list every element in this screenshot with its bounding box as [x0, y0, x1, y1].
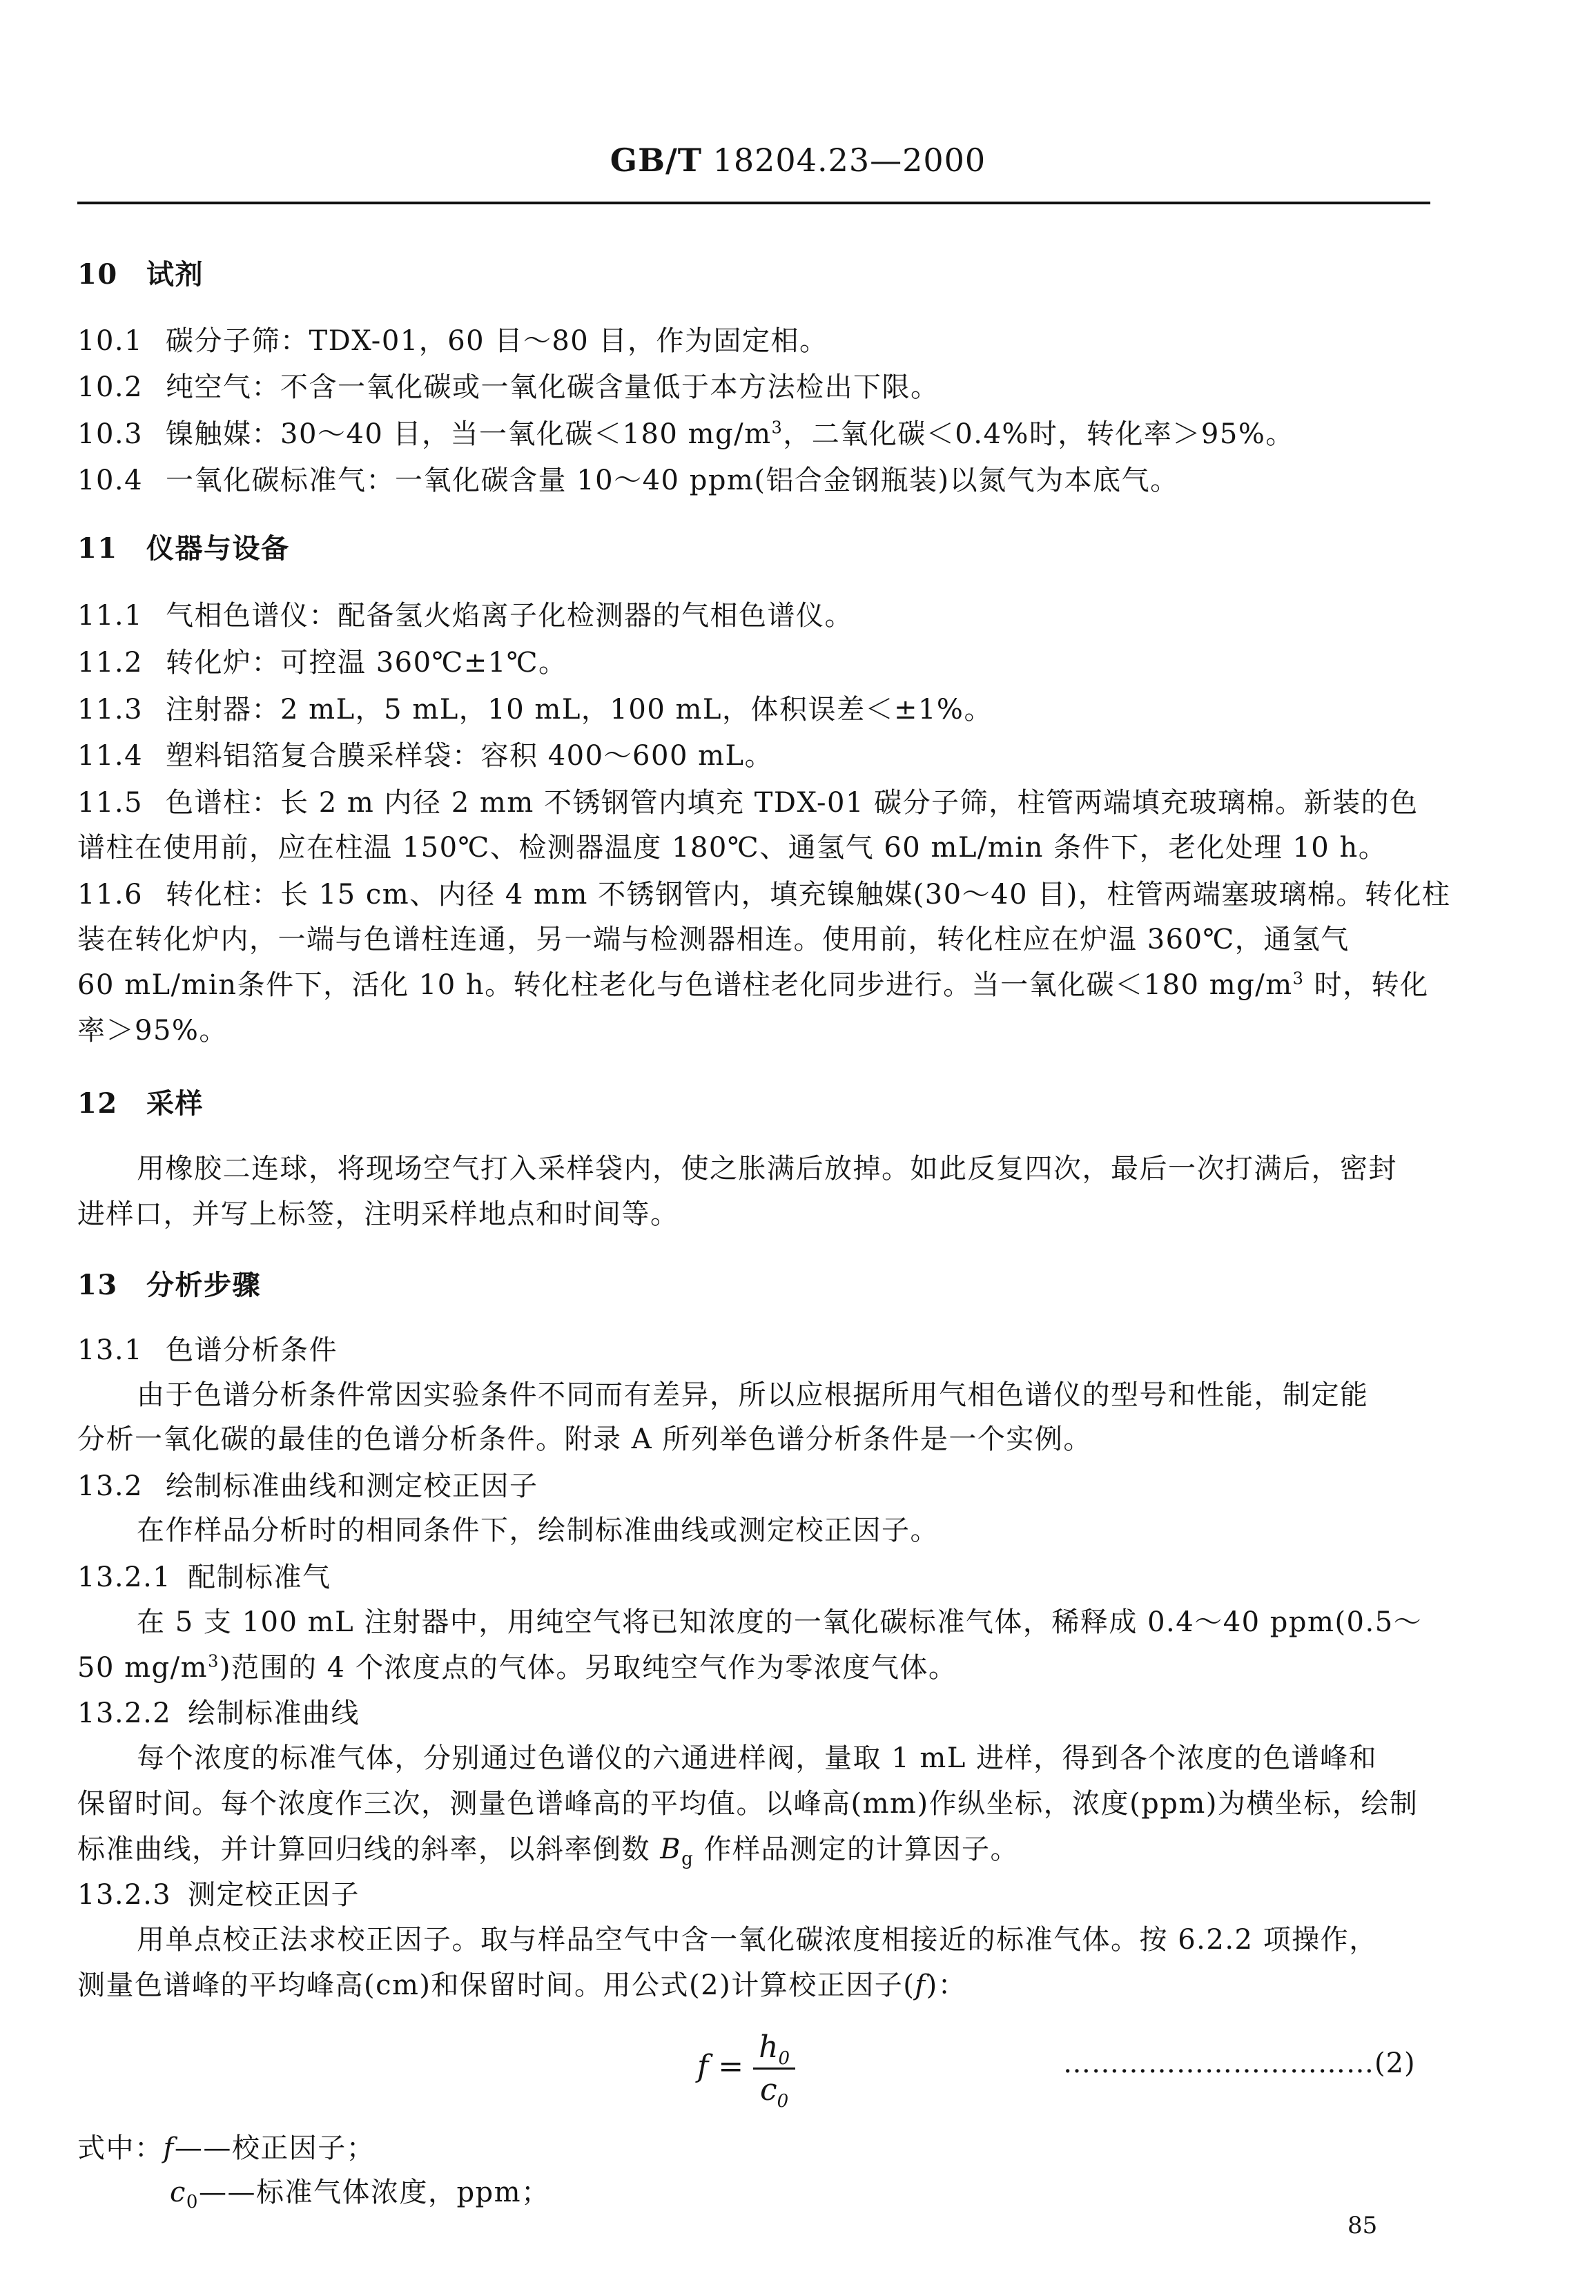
formula-legend-line2: $c_0——$标准气体浓度，ppm；	[170, 2177, 550, 2212]
clause-11-3: 11.3 注射器：2 mL，5 mL，10 mL，100 mL，体积误差＜±1%。	[77, 694, 993, 726]
section-heading-11: 11 仪器与设备	[77, 532, 290, 565]
clause-11-5-line2: 谱柱在使用前，应在柱温 150℃、检测器温度 180℃、通氢气 60 mL/min 条件下，老化处理 10 h。	[77, 832, 1388, 864]
clause-11-6-line3: 60 mL/min条件下，活化 10 h。转化柱老化与色谱柱老化同步进行。当一氧化碳＜180 $mg/m^3$ 时，转化	[77, 969, 1429, 1001]
clause-10-3: 10.3 镍触媒：30～40 目，当一氧化碳＜180 $mg/m^3$，二氧化碳＜0.4%时，转化率＞95%。	[77, 418, 1294, 450]
standard-header	[0, 142, 1596, 179]
clause-11-6-line1: 11.6 转化柱：长 15 cm、内径 4 mm 不锈钢管内，填充镍触媒(30～40 目)，柱管两端塞玻璃棉。转化柱	[77, 879, 1451, 911]
clause-13-2-3-line2: 测量色谱峰的平均峰高(cm)和保留时间。用公式(2)计算校正因子(f)：	[77, 1969, 967, 2001]
clause-13-2-1-line2: 50 $mg/m^3$)范围的 4 个浓度点的气体。另取纯空气作为零浓度气体。	[77, 1651, 957, 1684]
clause-13-2-2-line1: 每个浓度的标准气体，分别通过色谱仪的六通进样阀，量取 1 mL 进样，得到各个浓度的色谱峰和	[137, 1742, 1378, 1774]
standard-prefix: GB/T	[610, 142, 702, 179]
section-heading-12: 12 采样	[77, 1087, 204, 1120]
formula-lhs: f =	[697, 2049, 744, 2084]
clause-13-1-line2: 分析一氧化碳的最佳的色谱分析条件。附录 A 所列举色谱分析条件是一个实例。	[77, 1423, 1092, 1455]
clause-13-2-2-line2: 保留时间。每个浓度作三次，测量色谱峰高的平均值。以峰高(mm)作纵坐标，浓度(ppm)为横坐标，绘制	[77, 1788, 1419, 1820]
formula-fraction	[753, 2030, 795, 2112]
header-rule	[77, 202, 1430, 204]
section-heading-10: 10 试剂	[77, 258, 204, 291]
page-number: 85	[1347, 2212, 1378, 2239]
clause-11-4: 11.4 塑料铝箔复合膜采样袋：容积 400～600 mL。	[77, 740, 774, 772]
clause-13-1-title: 13.1 色谱分析条件	[77, 1334, 338, 1366]
standard-number: 18204.23—2000	[702, 142, 986, 179]
sampling-paragraph-line2: 进样口，并写上标签，注明采样地点和时间等。	[77, 1198, 679, 1230]
formula-denominator: $c_0$	[759, 2072, 789, 2112]
section-heading-13: 13 分析步骤	[77, 1269, 261, 1301]
equation-number: ……………………………(2)	[1063, 2047, 1416, 2079]
clause-13-2-line1: 在作样品分析时的相同条件下，绘制标准曲线或测定校正因子。	[137, 1515, 939, 1546]
formula-numerator: $h_0$	[753, 2030, 795, 2070]
clause-13-2-2-title: 13.2.2 绘制标准曲线	[77, 1697, 360, 1729]
clause-13-2-1-line1: 在 5 支 100 mL 注射器中，用纯空气将已知浓度的一氧化碳标准气体，稀释成 0.4～40 ppm(0.5～	[137, 1606, 1423, 1638]
sampling-paragraph-line1: 用橡胶二连球，将现场空气打入采样袋内，使之胀满后放掉。如此反复四次，最后一次打满后，密封	[137, 1153, 1397, 1185]
clause-10-2: 10.2 纯空气：不含一氧化碳或一氧化碳含量低于本方法检出下限。	[77, 371, 940, 403]
formula-correction-factor	[697, 2030, 795, 2112]
clause-13-2-1-title: 13.2.1 配制标准气	[77, 1562, 331, 1593]
clause-10-1: 10.1 碳分子筛：TDX-01，60 目～80 目，作为固定相。	[77, 325, 828, 357]
clause-13-2-3-line1: 用单点校正法求校正因子。取与样品空气中含一氧化碳浓度相接近的标准气体。按 6.2.2 项操作，	[137, 1924, 1378, 1956]
formula-legend-line1: 式中：f——校正因子；	[77, 2132, 376, 2164]
clause-11-5-line1: 11.5 色谱柱：长 2 m 内径 2 mm 不锈钢管内填充 TDX-01 碳分子筛，柱管两端填充玻璃棉。新装的色	[77, 787, 1419, 819]
clause-11-2: 11.2 转化炉：可控温 360℃±1℃。	[77, 647, 567, 679]
clause-11-1: 11.1 气相色谱仪：配备氢火焰离子化检测器的气相色谱仪。	[77, 600, 853, 632]
clause-13-2-2-line3: 标准曲线，并计算回归线的斜率，以斜率倒数 $B_g$ 作样品测定的计算因子。	[77, 1833, 1019, 1869]
clause-13-2-3-title: 13.2.3 测定校正因子	[77, 1879, 360, 1911]
clause-13-2-title: 13.2 绘制标准曲线和测定校正因子	[77, 1470, 538, 1502]
clause-11-6-line4: 率＞95%。	[77, 1015, 228, 1047]
clause-11-6-line2: 装在转化炉内，一端与色谱柱连通，另一端与检测器相连。使用前，转化柱应在炉温 360℃，通氢气	[77, 924, 1350, 955]
clause-13-1-line1: 由于色谱分析条件常因实验条件不同而有差异，所以应根据所用气相色谱仪的型号和性能，制定能	[137, 1379, 1369, 1411]
clause-10-4: 10.4 一氧化碳标准气：一氧化碳含量 10～40 ppm(铝合金钢瓶装)以氮气为本底气。	[77, 465, 1179, 496]
